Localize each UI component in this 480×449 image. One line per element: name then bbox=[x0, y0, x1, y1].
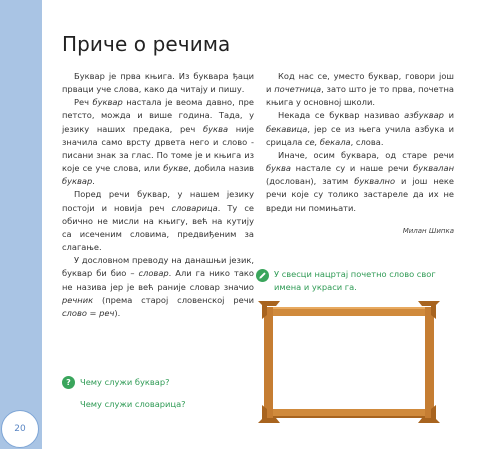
paragraph: Буквар је прва књига. Из буквара ђаци прваци уче слова, како да читају и пишу. bbox=[62, 71, 254, 95]
left-text-column bbox=[62, 70, 254, 320]
paragraph: Иначе, осим буквара, од старе речи буква настале су и наше речи буквалан (дослован), затим буквално и још неке речи које су толико застареле да их не вреди ни помињати. bbox=[266, 149, 454, 213]
paragraph: У дословном преводу на данашњи језик, буквар би био – словар. Али га нико тако не назива јер је већ раније словар значио речник (према старој словенској речи слово = реч). bbox=[62, 255, 254, 318]
question-2: Чему служи словарица? bbox=[80, 399, 186, 409]
pencil-icon bbox=[256, 269, 269, 282]
page-number: 20 bbox=[1, 410, 39, 448]
side-color-strip bbox=[0, 0, 42, 449]
question-1: Чему служи буквар? bbox=[80, 377, 170, 387]
right-text-column bbox=[266, 70, 454, 238]
paragraph: Некада се буквар називао азбуквар и бекавица, јер се из њега учила азбука и срицала се, бекала, слова. bbox=[266, 110, 454, 147]
question-icon: ? bbox=[62, 376, 75, 389]
paragraph: Поред речи буквар, у нашем језику постоји и новија реч словарица. Ту се обично не мисли на књигу, већ на кутију са исеченим словима, предвиђеним за слагање. bbox=[62, 189, 254, 253]
paragraph: Код нас се, уместо буквар, говори још и почетница, зато што је то прва, почетна књига у основној школи. bbox=[266, 71, 455, 108]
author-signature: Милан Шипка bbox=[402, 226, 454, 235]
decorative-frame bbox=[258, 297, 440, 427]
page-title: Приче о речима bbox=[62, 32, 231, 56]
drawing-task: У свесци нацртај почетно слово свог имена и украси га. bbox=[274, 269, 436, 292]
paragraph: Реч буквар настала је веома давно, пре петсто, можда и више година. Тада, у језику наших предака, реч буква није значила само врсту дрвета него и слово - писани знак за глас. По томе је и књига из које се уче слова, или букве, добила назив буквар. bbox=[62, 97, 255, 187]
